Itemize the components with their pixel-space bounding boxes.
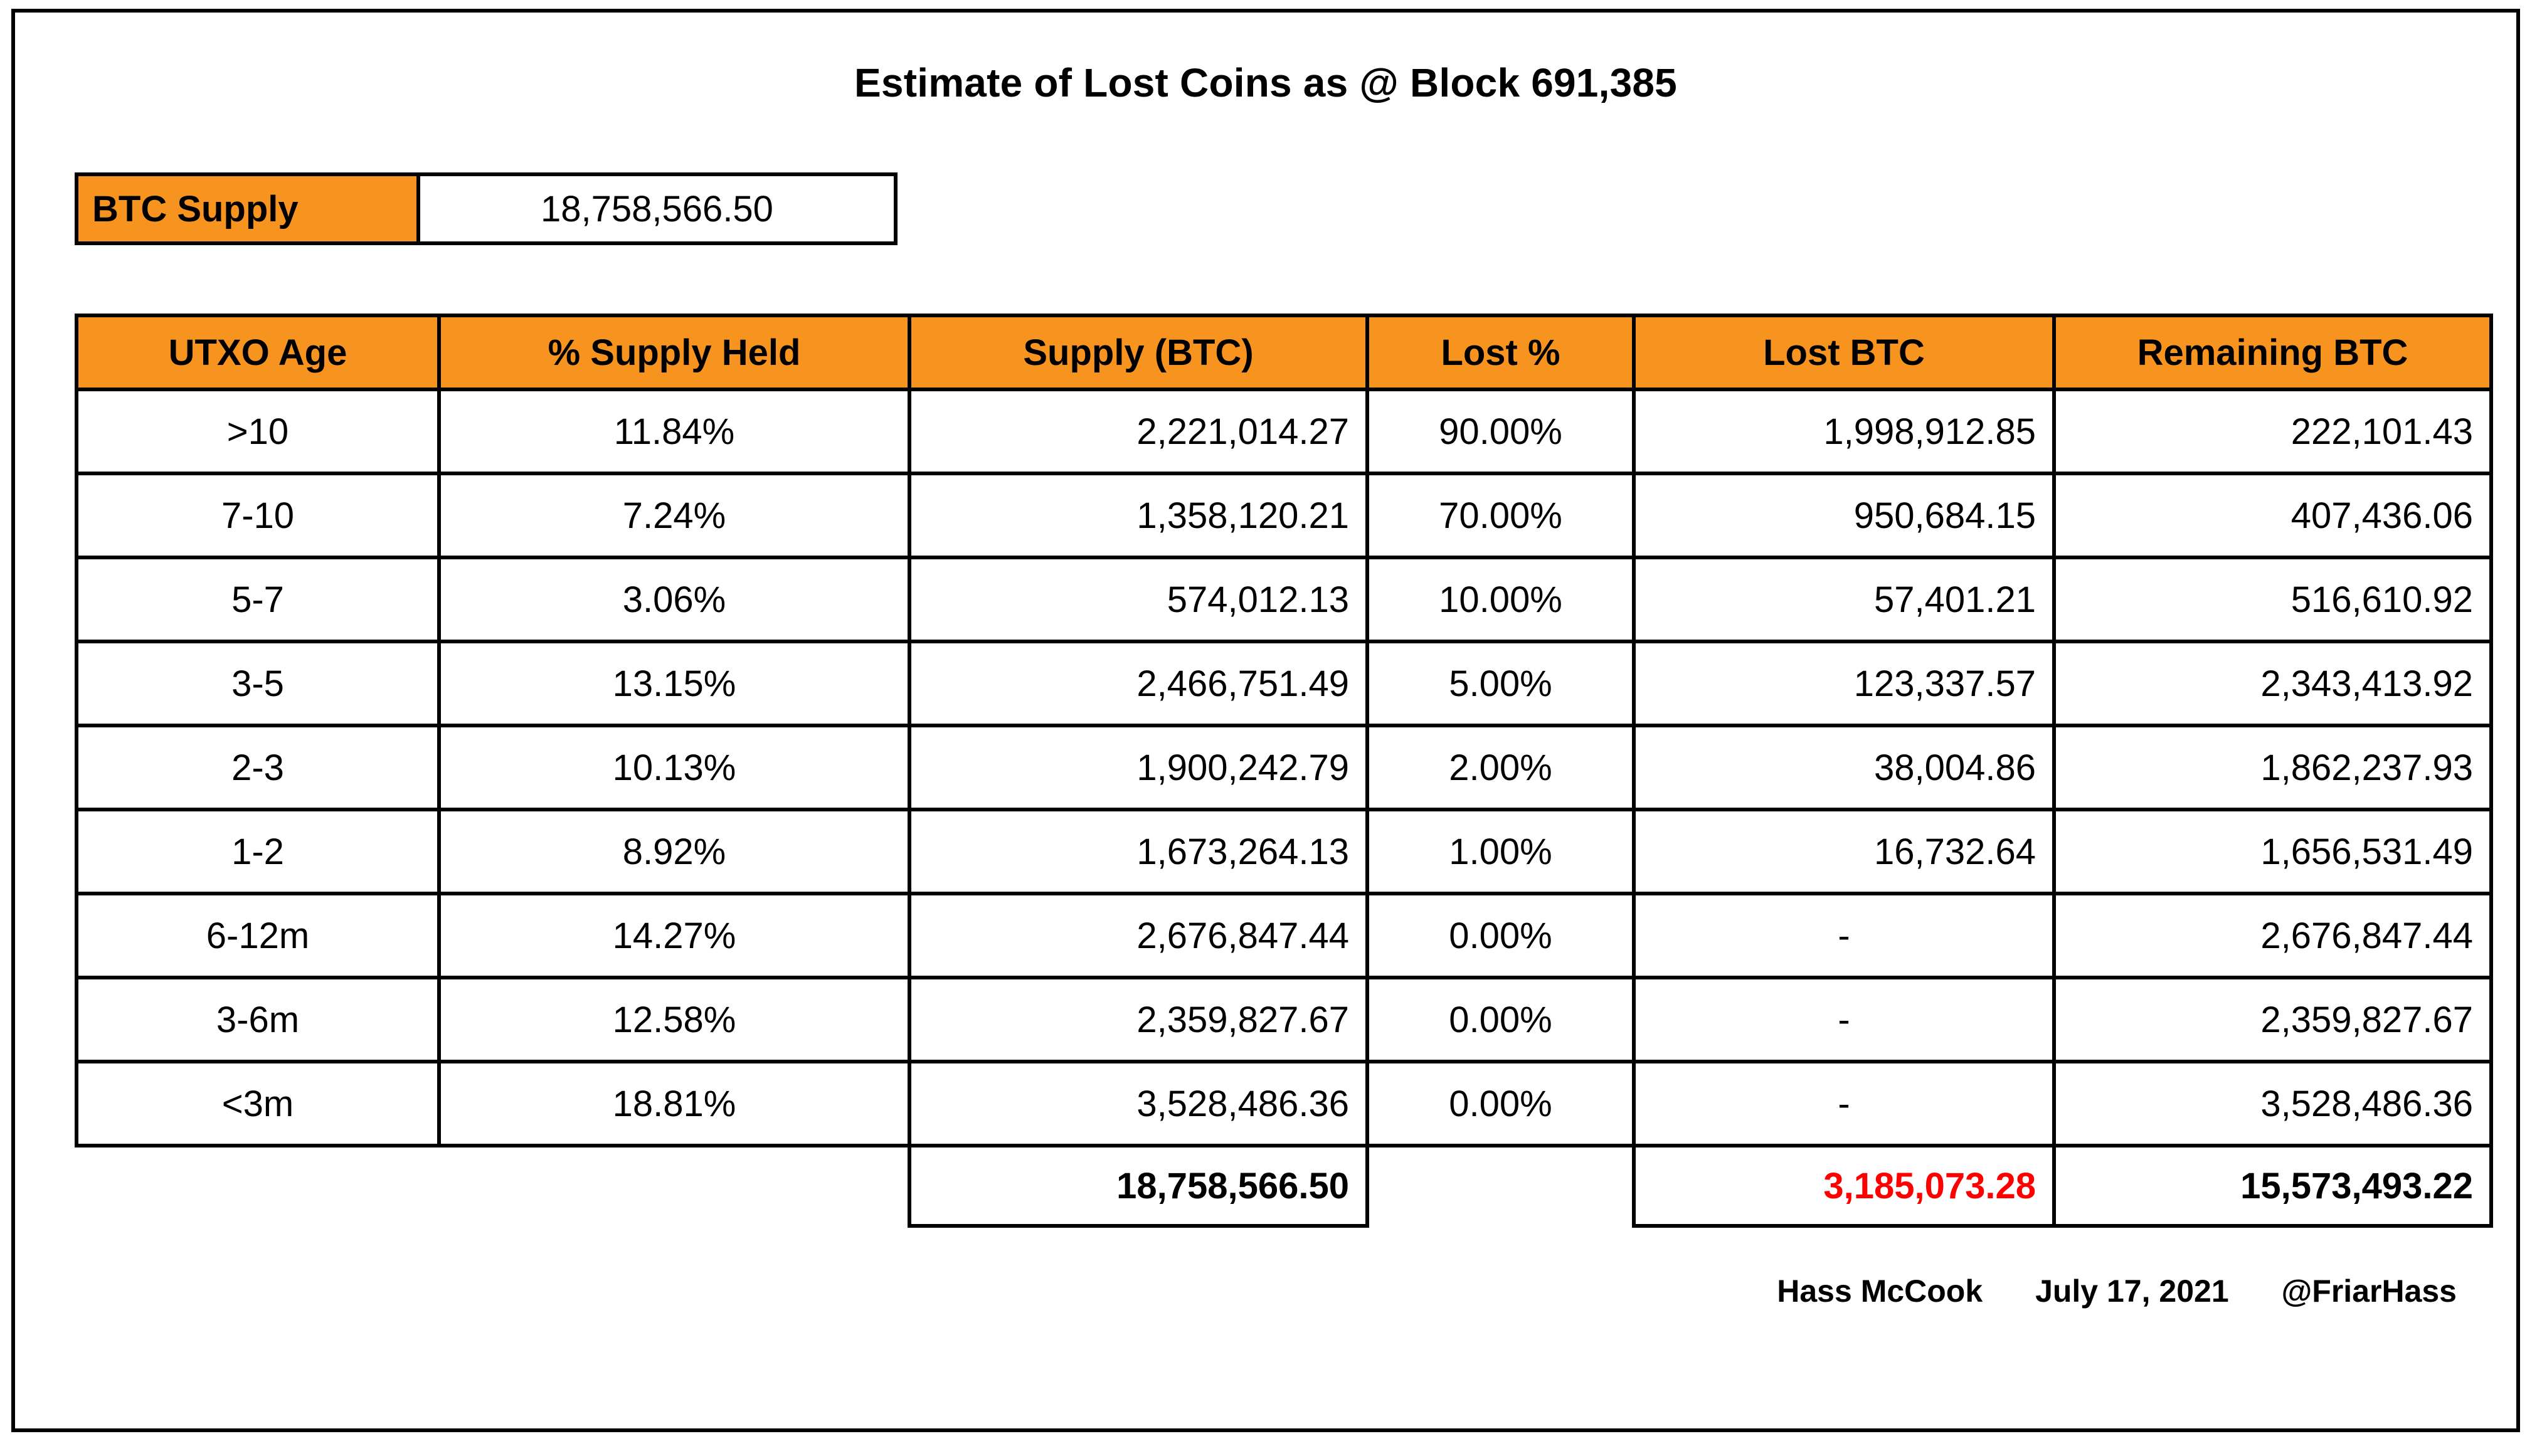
cell-supply-pct: 8.92% — [439, 810, 909, 894]
cell-lost-btc: 1,998,912.85 — [1634, 389, 2054, 473]
table-row — [77, 978, 2491, 1062]
cell-remaining-btc: 1,656,531.49 — [2054, 810, 2491, 894]
cell-remaining-btc: 3,528,486.36 — [2054, 1062, 2491, 1146]
cell-supply-pct: 7.24% — [439, 473, 909, 557]
table-row — [77, 557, 2491, 641]
btc-supply-value: 18,758,566.50 — [420, 176, 894, 241]
cell-utxo-age: 5-7 — [77, 557, 439, 641]
column-header-utxo-age: UTXO Age — [77, 315, 439, 389]
cell-remaining-btc: 2,359,827.67 — [2054, 978, 2491, 1062]
table-row — [77, 389, 2491, 473]
cell-lost-btc: 16,732.64 — [1634, 810, 2054, 894]
credit-author: Hass McCook — [1777, 1274, 1983, 1309]
cell-utxo-age: 6-12m — [77, 894, 439, 978]
cell-lost-pct: 90.00% — [1367, 389, 1634, 473]
cell-supply-pct: 18.81% — [439, 1062, 909, 1146]
cell-lost-btc: - — [1634, 978, 2054, 1062]
cell-supply-btc: 574,012.13 — [909, 557, 1367, 641]
cell-supply-btc: 1,673,264.13 — [909, 810, 1367, 894]
cell-lost-btc: - — [1634, 1062, 2054, 1146]
cell-lost-pct: 5.00% — [1367, 641, 1634, 725]
cell-supply-pct: 12.58% — [439, 978, 909, 1062]
table-row — [77, 810, 2491, 894]
cell-utxo-age: <3m — [77, 1062, 439, 1146]
cell-supply-btc: 1,900,242.79 — [909, 725, 1367, 810]
cell-supply-btc: 2,466,751.49 — [909, 641, 1367, 725]
table-totals-row — [77, 1146, 2491, 1226]
table-header-row — [77, 315, 2491, 389]
column-header-supply-pct: % Supply Held — [439, 315, 909, 389]
cell-lost-btc: 38,004.86 — [1634, 725, 2054, 810]
table-row — [77, 641, 2491, 725]
cell-lost-pct: 70.00% — [1367, 473, 1634, 557]
table-row — [77, 1062, 2491, 1146]
cell-supply-btc: 3,528,486.36 — [909, 1062, 1367, 1146]
cell-lost-pct: 0.00% — [1367, 1062, 1634, 1146]
cell-remaining-btc: 407,436.06 — [2054, 473, 2491, 557]
cell-remaining-btc: 516,610.92 — [2054, 557, 2491, 641]
credits — [1777, 1273, 2457, 1309]
totals-supply-btc: 18,758,566.50 — [909, 1146, 1367, 1226]
cell-lost-btc: 57,401.21 — [1634, 557, 2054, 641]
cell-utxo-age: 1-2 — [77, 810, 439, 894]
table-header — [77, 315, 2491, 389]
btc-supply-label: BTC Supply — [78, 176, 420, 241]
totals-spacer-lost-pct — [1367, 1146, 1634, 1226]
cell-utxo-age: 3-5 — [77, 641, 439, 725]
column-header-lost-btc: Lost BTC — [1634, 315, 2054, 389]
credit-handle: @FriarHass — [2281, 1274, 2457, 1309]
btc-supply-row — [75, 172, 898, 245]
cell-lost-btc: 123,337.57 — [1634, 641, 2054, 725]
cell-utxo-age: >10 — [77, 389, 439, 473]
totals-lost-btc: 3,185,073.28 — [1634, 1146, 2054, 1226]
chart-frame — [11, 9, 2520, 1432]
cell-supply-pct: 14.27% — [439, 894, 909, 978]
table-row — [77, 473, 2491, 557]
cell-lost-pct: 1.00% — [1367, 810, 1634, 894]
cell-supply-pct: 11.84% — [439, 389, 909, 473]
cell-lost-pct: 2.00% — [1367, 725, 1634, 810]
totals-remaining-btc: 15,573,493.22 — [2054, 1146, 2491, 1226]
cell-supply-btc: 1,358,120.21 — [909, 473, 1367, 557]
column-header-lost-pct: Lost % — [1367, 315, 1634, 389]
cell-supply-pct: 3.06% — [439, 557, 909, 641]
cell-remaining-btc: 1,862,237.93 — [2054, 725, 2491, 810]
column-header-remaining-btc: Remaining BTC — [2054, 315, 2491, 389]
page-title: Estimate of Lost Coins as @ Block 691,385 — [854, 60, 1677, 105]
cell-lost-btc: 950,684.15 — [1634, 473, 2054, 557]
cell-utxo-age: 7-10 — [77, 473, 439, 557]
cell-remaining-btc: 2,676,847.44 — [2054, 894, 2491, 978]
cell-utxo-age: 2-3 — [77, 725, 439, 810]
cell-supply-pct: 13.15% — [439, 641, 909, 725]
cell-lost-btc: - — [1634, 894, 2054, 978]
cell-supply-btc: 2,221,014.27 — [909, 389, 1367, 473]
cell-supply-btc: 2,359,827.67 — [909, 978, 1367, 1062]
totals-spacer-supply-pct — [439, 1146, 909, 1226]
cell-supply-btc: 2,676,847.44 — [909, 894, 1367, 978]
totals-spacer-age — [77, 1146, 439, 1226]
cell-remaining-btc: 222,101.43 — [2054, 389, 2491, 473]
cell-supply-pct: 10.13% — [439, 725, 909, 810]
table-row — [77, 725, 2491, 810]
credit-date: July 17, 2021 — [2035, 1274, 2229, 1309]
cell-lost-pct: 0.00% — [1367, 894, 1634, 978]
lost-coins-table — [75, 314, 2493, 1228]
column-header-supply-btc: Supply (BTC) — [909, 315, 1367, 389]
cell-utxo-age: 3-6m — [77, 978, 439, 1062]
cell-lost-pct: 0.00% — [1367, 978, 1634, 1062]
cell-remaining-btc: 2,343,413.92 — [2054, 641, 2491, 725]
table-row — [77, 894, 2491, 978]
cell-lost-pct: 10.00% — [1367, 557, 1634, 641]
table-body — [77, 389, 2491, 1226]
